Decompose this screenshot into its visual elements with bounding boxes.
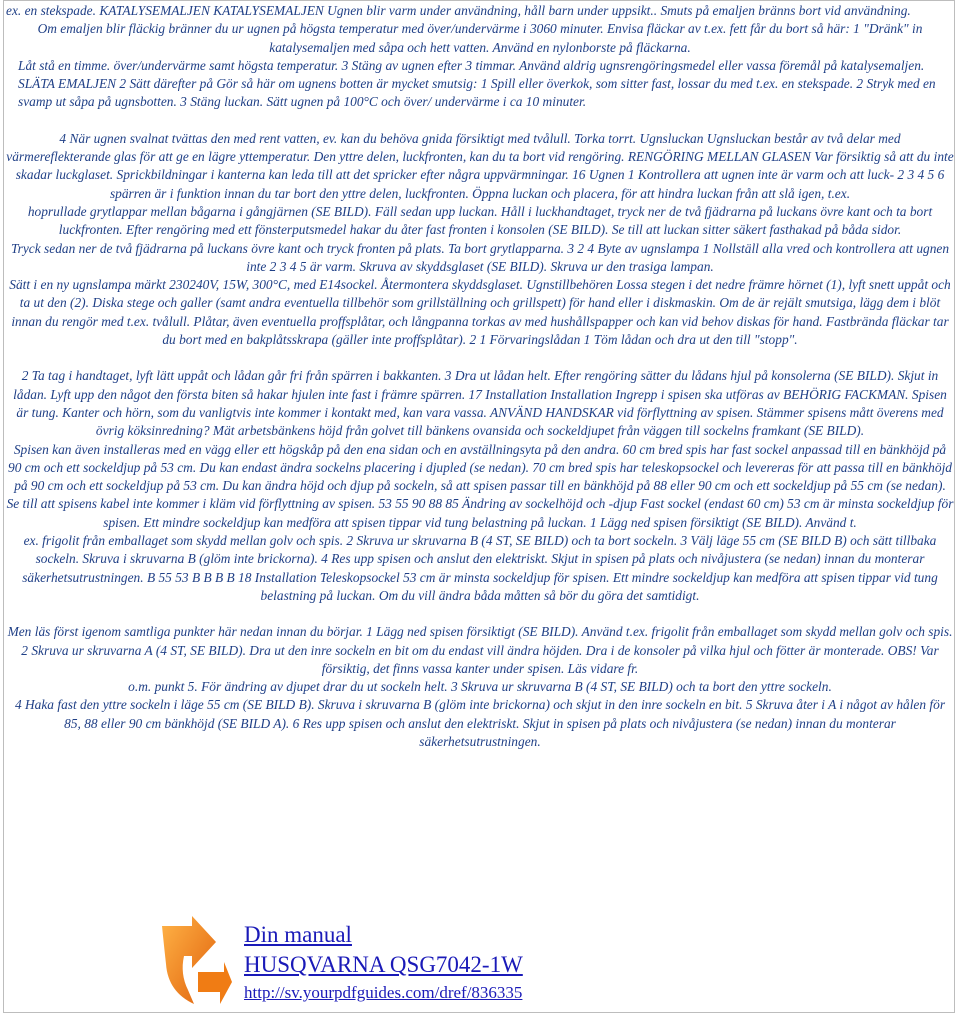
manual-link[interactable]: Din manual bbox=[244, 922, 352, 947]
url-link[interactable]: http://sv.yourpdfguides.com/dref/836335 bbox=[244, 983, 523, 1002]
paragraph-5: hoprullade grytlappar mellan bågarna i gångjärnen (SE BILD). Fäll sedan upp luckan. Håll i luckhandtaget, tryck ner de två fjädrarna på luckans övre kant och ta bort luckfronten. Efter rengöring med ett fönsterputsmedel hakar du åter fast fronten i konsolen (SE BILD). Se till att luckan sitter säkert fasthakad på båda sidor. bbox=[27, 203, 933, 238]
paragraph-3: Låt stå en timme. över/undervärme samt högsta temperatur. 3 Stäng av ugnen efter 3 timmar. Använd aldrig ugnsrengöringsmedel eller vassa föremål på katalysemaljen. SLÄTA EMALJEN 2 Sätt därefter på Gör så här om ugnens botten är mycket smutsig: 1 Spill eller överkok, som sitter fast, lossar du med t.ex. en stekspade. 2 Stryk med en svamp ut såpa på ugnsbotten. 3 Stäng luckan. Sätt ugnen på 100°C och över/ undervärme i ca 10 minuter. bbox=[18, 57, 936, 110]
paragraph-4: 4 När ugnen svalnat tvättas den med rent vatten, ev. kan du behöva gnida försiktigt med tvålull. Torka torrt. Ugnsluckan Ugnsluckan består av två delar med värmereflekterande glas för att ge en lägre yttemperatur. Den yttre delen, luckfronten, kan du ta bort vid rengöring. RENGÖRING MELLAN GLASEN Var försiktig så att du inte skadar luckglaset. Sprickbildningar i kanterna kan leda till att det spricker efter några uppvärmningar. 16 Ugnen 1 Kontrollera att ugnen inte är varm och att luck- 2 3 4 5 6 spärren är i funktion innan du tar bort den yttre delen, luckfronten. Öppna luckan och placera, för att hindra luckan från att slå igen, t.ex. bbox=[6, 130, 954, 201]
paragraph-6: Tryck sedan ner de två fjädrarna på luckans övre kant och tryck fronten på plats. Ta bort grytlapparna. 3 2 4 Byte av ugnslampa 1 Nollställ alla vred och kontrollera att ugnen inte 2 3 4 5 är varm. Skruva av skyddsglaset (SE BILD). Skruva ur den trasiga lampan. bbox=[10, 240, 950, 274]
footer-links bbox=[244, 920, 523, 1006]
paragraph-13: o.m. punkt 5. För ändring av djupet drar du ut sockeln helt. 3 Skruva ur skruvarna B (4 ST, SE BILD) och ta bort den yttre sockeln. bbox=[128, 679, 832, 695]
footer bbox=[0, 908, 960, 1013]
paragraph-8: 2 Ta tag i handtaget, lyft lätt uppåt och lådan går fri från spärren i bakkanten. 3 Dra ut lådan helt. Efter rengöring sätter du lådans hjul på konsolerna (SE BILD). Skjut in lådan. Lyft upp den något den första biten så hakar hjulen inte fast i främre spärren. 17 Installation Installation Ingrepp i spisen ska utföras av BEHÖRIG FACKMAN. Spisen är tung. Kanter och hörn, som du vanligtvis inte kommer i kontakt med, kan vara vassa. ANVÄND HANDSKAR vid förflyttning av spisen. Stämmer spisens mått överens med övrig köksinredning? Mät arbetsbänkens höjd från golvet till bänkens ovansida och sockeldjupet från väggen till sockelns framkant (SE BILD). bbox=[13, 368, 947, 439]
paragraph-12: Men läs först igenom samtliga punkter här nedan innan du börjar. 1 Lägg ned spisen försiktigt (SE BILD). Använd t.ex. frigolit från emballaget som skydd mellan golv och spis. 2 Skruva ur skruvarna A (4 ST, SE BILD). Dra ut den inre sockeln en bit om du endast vill ändra höjden. Dra i de konsoler på vilka hjul och fötter är monterade. OBS! Var försiktig, det finns vassa kanter under spisen. Läs vidare fr. bbox=[7, 624, 953, 676]
paragraph-7: Sätt i en ny ugnslampa märkt 230240V, 15W, 300°C, med E14sockel. Återmontera skyddsglaset. Ugnstillbehören Lossa stegen i det nedre främre hörnet (1), lyft snett uppåt och ta ut den (2). Diska stege och galler (samt andra eventuella tillbehör som grillställning och grillspett) för hand eller i diskmaskin. Om de är rejält smutsiga, lägg dem i blöt innan du rengör med t.ex. tvålull. Plåtar, även eventuella proffsplåtar, och långpanna torkas av med hushållspapper och kan vid behov diskas för hand. Fastbrända fläckar tar du bort med en bakplåtsskrapa (gäller inte proffsplåtar). 2 1 Förvaringslådan 1 Töm lådan och dra ut den till "stopp". bbox=[9, 277, 951, 348]
manual-text-body bbox=[6, 2, 954, 751]
paragraph-2: Om emaljen blir fläckig bränner du ur ugnen på högsta temperatur med över/undervärme i 3060 minuter. Envisa fläckar av t.ex. fett får du bort så här: 1 "Dränk" in katalysemaljen med såpa och hett vatten. Använd en nylonborste på fläckarna. bbox=[37, 21, 923, 55]
product-link[interactable]: HUSQVARNA QSG7042-1W bbox=[244, 952, 523, 977]
paragraph-14: 4 Haka fast den yttre sockeln i läge 55 cm (SE BILD B). Skruva i skruvarna B (glöm inte brickorna) och skjut in den inre sockeln en bit. 5 Skruva åter i A i något av hålen för 85, 88 eller 90 cm bänkhöjd (SE BILD A). 6 Res upp spisen och anslut den elektriskt. Skjut in spisen på plats och nivåjustera (se nedan) innan du monterar säkerhetsutrustningen. bbox=[14, 697, 946, 749]
paragraph-9: Spisen kan även installeras med en vägg eller ett högskåp på den ena sidan och en avställningsyta på den andra. 60 cm bred spis har fast sockel anpassad till en bänkhöjd på 90 cm och ett sockeldjup på 53 cm. Du kan endast ändra sockelns placering i djupled (se nedan). 70 cm bred spis har teleskopsockel och levereras för att passa till en bänkhöjd på 90 cm och ett sockeldjup på 53 cm. Du kan ändra höjd och djup på sockeln, så att spisen passar till en bänkhöjd på 88 eller 90 cm och ett sockeldjup på 55 cm (se nedan). bbox=[8, 441, 952, 494]
paragraph-11: ex. frigolit från emballaget som skydd mellan golv och spis. 2 Skruva ur skruvarna B (4 ST, SE BILD) och ta bort sockeln. 3 Välj läge 55 cm (SE BILD B) och sätt tillbaka sockeln. Skruva i skruvarna B (glöm inte brickorna). 4 Res upp spisen och anslut den elektriskt. Skjut in spisen på plats och nivåjustera (se nedan) innan du monterar säkerhetsutrustningen. B 55 53 B B B B 18 Installation Teleskopsockel 53 cm är minsta sockeldjup för spisen. Ett mindre sockeldjup kan medföra att spisen tippar vid tung belastning på luckan. Om du vill ändra båda måtten så bör du göra det samtidigt. bbox=[22, 533, 938, 603]
orange-arrow-icon bbox=[158, 912, 234, 1008]
paragraph-1: ex. en stekspade. KATALYSEMALJEN KATALYSEMALJEN Ugnen blir varm under användning, håll barn under uppsikt.. Smuts på emaljen bränns bort vid användning. bbox=[6, 3, 911, 18]
paragraph-10: Se till att spisens kabel inte kommer i kläm vid förflyttning av spisen. 53 55 90 88 85 Ändring av sockelhöjd och -djup Fast sockel (endast 60 cm) 53 cm är minsta sockeldjup för spisen. Ett mindre sockeldjup kan medföra att spisen tippar vid tung belastning på luckan. 1 Lägg ned spisen försiktigt (SE BILD). Använd t. bbox=[6, 496, 954, 530]
